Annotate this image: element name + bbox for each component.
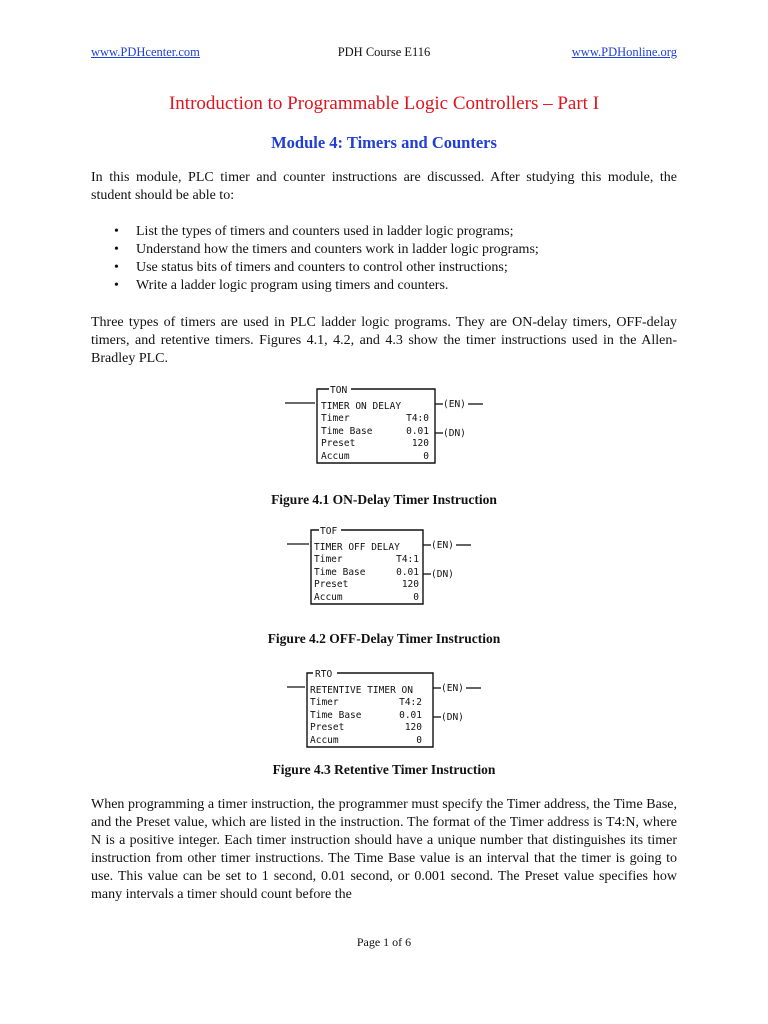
timer-address: T4:1 (396, 554, 419, 565)
page-number: Page 1 of 6 (356, 935, 412, 949)
list-item: • List the types of timers and counters used in ladder logic programs; (112, 223, 672, 241)
list-item: • Use status bits of timers and counters to control other instructions; (112, 259, 672, 277)
pdhcenter-link[interactable]: www.PDHcenter.com (91, 45, 200, 59)
course-label: PDH Course E116 (337, 45, 431, 59)
accum-label: Accum (314, 592, 343, 603)
intro-paragraph: In this module, PLC timer and counter instructions are discussed. After studying this module, the student should be able to: (91, 170, 677, 203)
done-bit: (DN) (443, 428, 466, 439)
preset-label: Preset (321, 438, 356, 449)
timer-address: T4:0 (406, 413, 429, 424)
time-base-label: Time Base (314, 567, 366, 578)
time-base-label: Time Base (310, 710, 362, 721)
preset-value: 120 (404, 722, 422, 733)
timer-label: Timer (314, 554, 343, 565)
accum-label: Accum (321, 451, 350, 462)
pdhonline-link[interactable]: www.PDHonline.org (571, 45, 677, 59)
objectives-list (112, 223, 672, 295)
ton-timer-figure (285, 383, 485, 467)
enable-bit: (EN) (441, 683, 464, 694)
instruction-mnemonic: TON (330, 385, 348, 396)
accum-label: Accum (310, 735, 339, 746)
time-base-label: Time Base (321, 426, 373, 437)
preset-label: Preset (310, 722, 345, 733)
figure-caption: Figure 4.1 ON-Delay Timer Instruction (271, 492, 497, 507)
done-bit: (DN) (431, 569, 454, 580)
instruction-mnemonic: RTO (315, 669, 333, 680)
instruction-name: TIMER ON DELAY (321, 401, 402, 412)
preset-value: 120 (401, 579, 419, 590)
timer-label: Timer (321, 413, 350, 424)
time-base-value: 0.01 (396, 567, 419, 578)
rto-timer-figure (287, 663, 487, 753)
timer-programming-paragraph: When programming a timer instruction, the programmer must specify the Timer address, the Time Base, and the Preset value, which are listed in the instruction. The format of the Timer address is T4:N, where N is a positive integer. Each timer instruction should have a unique number that distinguishes its timer instruction from other timer instructions. The Time Base value is an interval that the timer is going to use. This value can be set to 1 second, 0.01 second, or 0.001 second. The Preset value specifies how many intervals a timer should count before the (91, 797, 677, 902)
figure-caption: Figure 4.3 Retentive Timer Instruction (272, 762, 496, 777)
enable-bit: (EN) (431, 540, 454, 551)
accum-value: 0 (423, 451, 429, 462)
document-title: Introduction to Programmable Logic Controllers – Part I (168, 93, 600, 114)
instruction-name: RETENTIVE TIMER ON (310, 685, 413, 696)
accum-value: 0 (413, 592, 419, 603)
instruction-name: TIMER OFF DELAY (314, 542, 400, 553)
time-base-value: 0.01 (399, 710, 422, 721)
time-base-value: 0.01 (406, 426, 429, 437)
module-title: Module 4: Timers and Counters (271, 133, 497, 152)
enable-bit: (EN) (443, 399, 466, 410)
preset-label: Preset (314, 579, 349, 590)
timers-paragraph: Three types of timers are used in PLC ladder logic programs. They are ON-delay timers, OFF-delay timers, and retentive timers. Figures 4.1, 4.2, and 4.3 show the timer instructions used in the Allen-Bradley PLC. (91, 315, 677, 366)
instruction-mnemonic: TOF (320, 526, 338, 537)
timer-address: T4:2 (399, 697, 422, 708)
page-header (91, 45, 677, 63)
figure-caption: Figure 4.2 OFF-Delay Timer Instruction (267, 631, 501, 646)
list-item: • Write a ladder logic program using timers and counters. (112, 277, 672, 295)
list-item: • Understand how the timers and counters work in ladder logic programs; (112, 241, 672, 259)
done-bit: (DN) (441, 712, 464, 723)
accum-value: 0 (416, 735, 422, 746)
tof-timer-figure (287, 524, 487, 608)
preset-value: 120 (411, 438, 429, 449)
timer-label: Timer (310, 697, 339, 708)
